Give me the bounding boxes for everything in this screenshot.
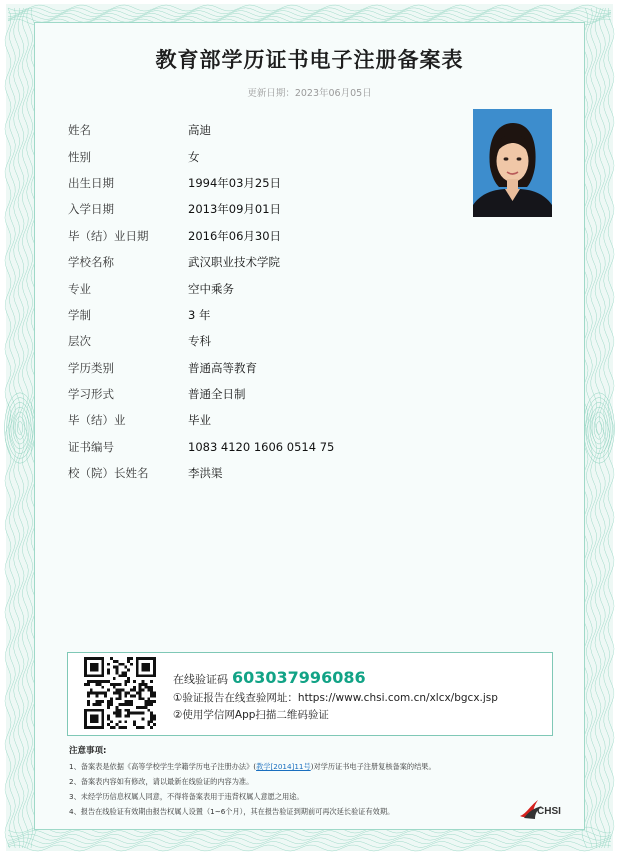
field-row-completion xyxy=(68,407,468,433)
id-photo xyxy=(473,109,552,217)
note-4: 4、报告在线验证有效期由报告权属人设置（1~6个月），其在报告验证到期前可再次延长验证有效期。 xyxy=(69,807,395,816)
field-label: 毕（结）业 xyxy=(68,413,126,428)
field-row-name xyxy=(68,117,468,143)
portrait-image xyxy=(473,109,552,217)
verification-code-label: 在线验证码 xyxy=(173,673,228,686)
field-row-study-mode xyxy=(68,381,468,407)
verification-code-line xyxy=(173,668,366,687)
field-row-level xyxy=(68,328,468,354)
field-value: 毕业 xyxy=(188,413,211,428)
chsi-logo-text: CHSI xyxy=(537,806,561,817)
field-list xyxy=(68,117,468,486)
field-value: 空中乘务 xyxy=(188,281,234,296)
field-row-birth-date xyxy=(68,170,468,196)
note-1-text-start: 1、备案表是依据《高等学校学生学籍学历电子注册办法》( xyxy=(69,762,257,771)
field-value: 2013年09月01日 xyxy=(188,202,282,217)
field-label: 专业 xyxy=(68,281,91,296)
field-label: 入学日期 xyxy=(68,202,114,217)
field-label: 证书编号 xyxy=(68,439,114,454)
field-row-president xyxy=(68,460,468,486)
field-row-enrol-date xyxy=(68,196,468,222)
field-value: 高迪 xyxy=(188,123,211,138)
field-label: 毕（结）业日期 xyxy=(68,228,149,243)
field-label: 校（院）长姓名 xyxy=(68,466,149,481)
field-value: 普通高等教育 xyxy=(188,360,257,375)
notes-title: 注意事项: xyxy=(69,746,107,756)
field-row-gender xyxy=(68,143,468,169)
field-row-duration xyxy=(68,302,468,328)
field-value: 1083 4120 1606 0514 75 xyxy=(188,439,335,454)
update-date: 更新日期：2023年06月05日 xyxy=(247,88,372,99)
field-label: 性别 xyxy=(68,149,91,164)
verification-url-tip: ①验证报告在线查验网址：https://www.chsi.com.cn/xlcx/bgcx.jsp xyxy=(173,692,498,704)
field-value: 专科 xyxy=(188,334,211,349)
field-value: 2016年06月30日 xyxy=(188,228,282,243)
field-value: 1994年03月25日 xyxy=(188,175,282,190)
field-row-certificate-no xyxy=(68,434,468,460)
field-value: 普通全日制 xyxy=(188,387,246,402)
document-title: 教育部学历证书电子注册备案表 xyxy=(155,48,464,72)
field-row-education-type xyxy=(68,355,468,381)
note-1 xyxy=(69,762,436,772)
field-label: 出生日期 xyxy=(68,175,114,190)
verification-code: 603037996086 xyxy=(232,668,366,687)
note-1-text-end: )对学历证书电子注册复核备案的结果。 xyxy=(310,762,436,771)
field-value: 3 年 xyxy=(188,307,211,322)
field-label: 层次 xyxy=(68,334,91,349)
field-label: 学校名称 xyxy=(68,255,114,270)
note-3: 3、未经学历信息权属人同意，不得将备案表用于违背权属人意愿之用途。 xyxy=(69,792,304,801)
regulation-link[interactable]: 教学[2014]11号 xyxy=(256,762,311,771)
field-label: 学制 xyxy=(68,307,91,322)
field-label: 姓名 xyxy=(68,123,91,138)
field-row-school xyxy=(68,249,468,275)
field-label: 学习形式 xyxy=(68,387,114,402)
field-value: 李洪渠 xyxy=(188,466,223,481)
field-row-graduation-date xyxy=(68,223,468,249)
field-label: 学历类别 xyxy=(68,360,114,375)
field-value: 武汉职业技术学院 xyxy=(188,255,280,270)
qr-code-icon[interactable] xyxy=(84,657,156,729)
verification-app-tip: ②使用学信网App扫描二维码验证 xyxy=(173,709,329,721)
field-row-major xyxy=(68,275,468,301)
note-2: 2、备案表内容如有修改，请以最新在线验证的内容为准。 xyxy=(69,777,254,786)
field-value: 女 xyxy=(188,149,200,164)
